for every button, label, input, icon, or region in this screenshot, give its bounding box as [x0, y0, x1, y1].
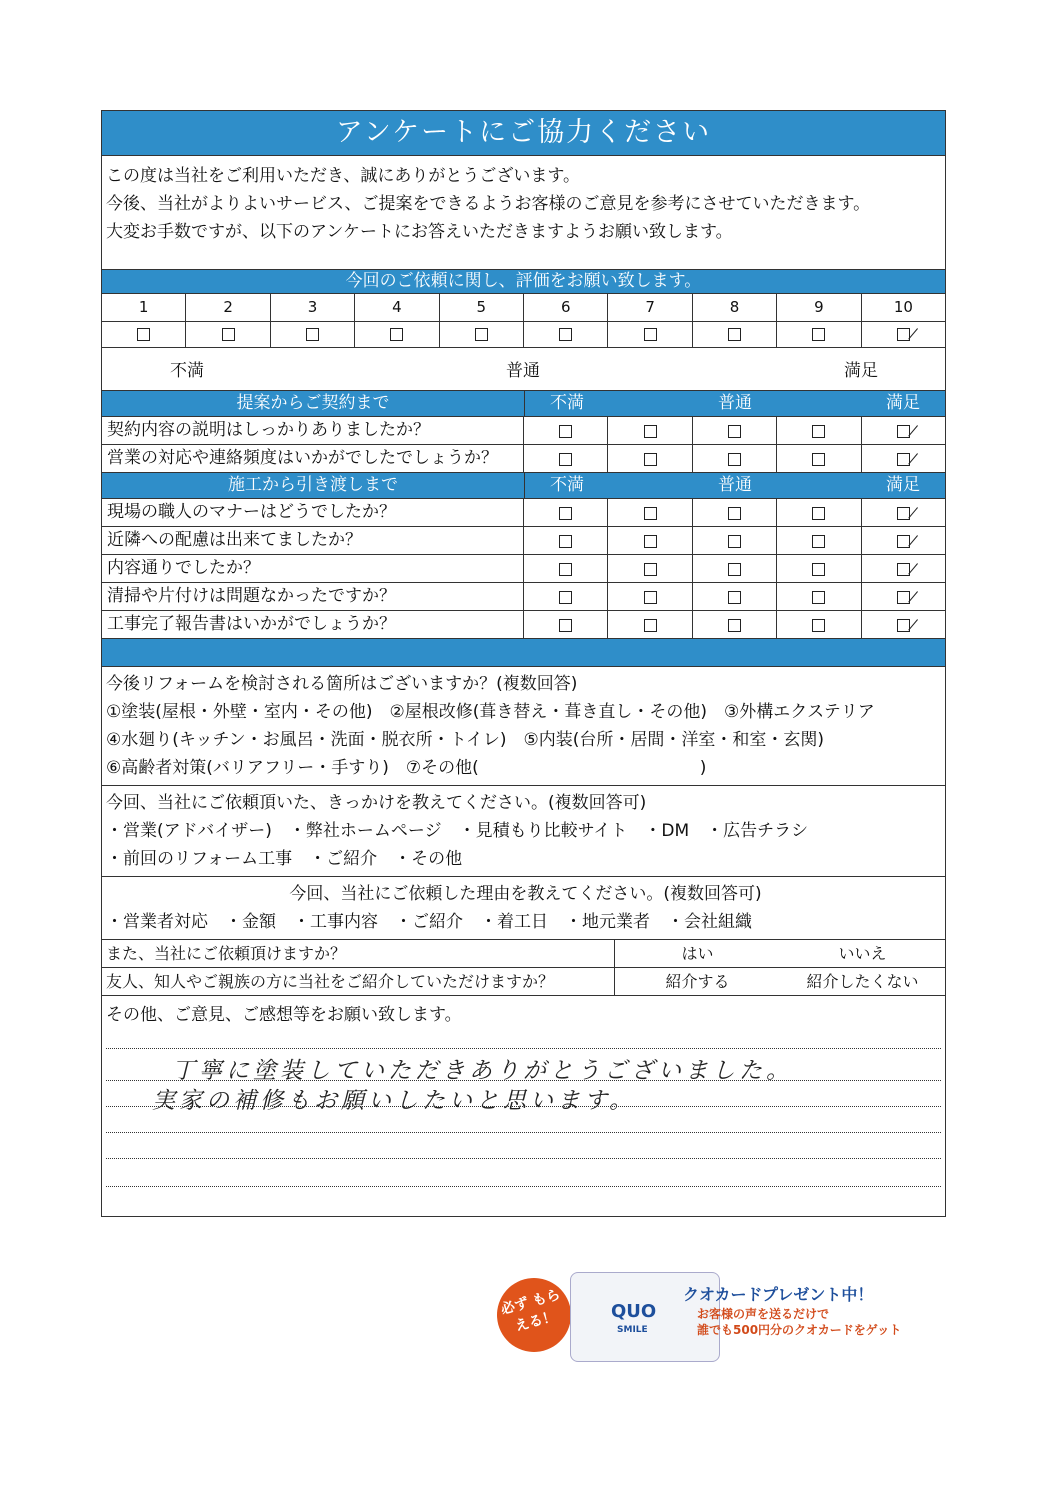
scale-low-label: 不満 [170, 361, 204, 381]
checkbox[interactable] [897, 453, 910, 466]
rating-number: 8 [693, 294, 777, 321]
answer-option[interactable] [777, 417, 861, 444]
answer-option[interactable] [693, 583, 777, 610]
checkbox[interactable] [812, 453, 825, 466]
section-scale [525, 473, 945, 498]
answer-option[interactable] [862, 555, 945, 582]
answer-option[interactable] [862, 611, 945, 638]
referral-no[interactable]: 紹介したくない [806, 972, 919, 991]
rating-option[interactable] [271, 322, 355, 347]
checkbox[interactable] [728, 507, 741, 520]
rating-number: 7 [608, 294, 692, 321]
checkbox[interactable] [390, 328, 403, 341]
scale-label: 普通 [718, 393, 752, 413]
answer-option[interactable] [608, 555, 692, 582]
checkbox[interactable] [812, 619, 825, 632]
rating-number: 4 [355, 294, 439, 321]
checkbox[interactable] [897, 507, 910, 520]
rating-number: 9 [777, 294, 861, 321]
section-header [102, 391, 945, 417]
checkbox[interactable] [137, 328, 150, 341]
checkbox[interactable] [812, 563, 825, 576]
comment-line [106, 1158, 941, 1159]
checkbox[interactable] [644, 619, 657, 632]
checkbox[interactable] [559, 425, 572, 438]
answer-option[interactable] [693, 527, 777, 554]
rating-header: 今回のご依頼に関し、評価をお願い致します。 [102, 270, 945, 294]
comments-area[interactable] [102, 996, 945, 1216]
promo-badge: 必ず もらえる！ [489, 1270, 580, 1361]
rating-number: 10 [893, 298, 913, 316]
answer-option[interactable] [777, 499, 861, 526]
trigger-question-block [102, 786, 945, 877]
rating-number: 6 [524, 294, 608, 321]
checkbox[interactable] [644, 328, 657, 341]
comment-line [106, 1186, 941, 1187]
answer-options [524, 583, 945, 610]
answer-option[interactable] [693, 445, 777, 472]
answer-option[interactable] [608, 445, 692, 472]
referral-question: 友人、知人やご親族の方に当社をご紹介していただけますか？ [102, 968, 615, 995]
scale-high-label: 満足 [844, 361, 878, 381]
rating-number: 1 [102, 294, 186, 321]
rating-option[interactable] [777, 322, 861, 347]
answer-options [524, 445, 945, 472]
trigger-options-2[interactable]: ・前回のリフォーム工事 ・ご紹介 ・その他 [106, 849, 463, 869]
reform-options-1[interactable]: ①塗装(屋根・外壁・室内・その他) ②屋根改修(葺き替え・葺き直し・その他) ③外構エクステリア [106, 702, 875, 722]
question-text: 営業の対応や連絡頻度はいかがでしたでしょうか？ [102, 445, 524, 472]
checkbox[interactable] [728, 535, 741, 548]
comment-line [106, 1132, 941, 1133]
question-text: 工事完了報告書はいかがでしょうか？ [102, 611, 524, 638]
intro-line: 大変お手数ですが、以下のアンケートにお答えいただきますようお願い致します。 [106, 222, 733, 242]
checkbox[interactable] [559, 328, 572, 341]
section-title: 提案からご契約まで [102, 391, 525, 416]
checkbox[interactable] [897, 619, 910, 632]
question-row [102, 583, 945, 611]
checkbox[interactable] [559, 507, 572, 520]
intro-line: この度は当社をご利用いただき、誠にありがとうございます。 [106, 166, 580, 186]
scale-label: 満足 [886, 475, 920, 495]
scale-label: 不満 [550, 393, 584, 413]
checkbox[interactable] [644, 591, 657, 604]
rating-option[interactable] [608, 322, 692, 347]
answer-option[interactable] [524, 527, 608, 554]
handwritten-comment-2: 実家の補修もお願いしたいと思います。 [152, 1088, 637, 1114]
question-row [102, 527, 945, 555]
promo-sub-line-1: お客様の声を送るだけで [697, 1307, 830, 1321]
checkbox[interactable] [812, 535, 825, 548]
checkbox[interactable] [559, 591, 572, 604]
checkbox[interactable] [644, 535, 657, 548]
promo-sub-line-2: 誰でも500円分のクオカードをゲット [697, 1323, 902, 1337]
checkbox[interactable] [222, 328, 235, 341]
rating-scale-labels [102, 348, 945, 391]
answer-option[interactable] [693, 555, 777, 582]
rating-option[interactable] [693, 322, 777, 347]
answer-options [524, 611, 945, 638]
question-row [102, 417, 945, 445]
order-again-row [102, 940, 945, 968]
checkbox[interactable] [475, 328, 488, 341]
checkbox[interactable] [306, 328, 319, 341]
checkbox[interactable] [559, 453, 572, 466]
scale-label [777, 391, 861, 416]
rating-option[interactable] [186, 322, 270, 347]
rating-option[interactable] [440, 322, 524, 347]
scale-label [609, 473, 693, 498]
reason-question-block [102, 877, 945, 940]
answer-option[interactable] [608, 499, 692, 526]
checkbox[interactable] [559, 535, 572, 548]
answer-option[interactable] [524, 417, 608, 444]
referral-yes[interactable]: 紹介する [665, 972, 730, 991]
checkbox[interactable] [559, 563, 572, 576]
reform-options-2[interactable]: ④水廻り(キッチン・お風呂・洗面・脱衣所・トイレ) ⑤内装(台所・居間・洋室・和室・玄関) [106, 730, 824, 750]
answer-option[interactable] [777, 527, 861, 554]
answer-options [524, 417, 945, 444]
checkbox[interactable] [644, 563, 657, 576]
checkbox[interactable] [812, 507, 825, 520]
rating-option[interactable] [102, 322, 186, 347]
rating-option[interactable] [355, 322, 439, 347]
rating-number: 5 [440, 294, 524, 321]
question-text: 清掃や片付けは問題なかったですか？ [102, 583, 524, 610]
survey-form [101, 110, 946, 1217]
answer-option[interactable] [524, 583, 608, 610]
answer-option[interactable] [777, 611, 861, 638]
scale-label: 満足 [886, 393, 920, 413]
question-row [102, 445, 945, 473]
answer-option[interactable] [862, 583, 945, 610]
checkbox[interactable] [812, 425, 825, 438]
answer-option[interactable] [608, 527, 692, 554]
divider-bar [102, 639, 945, 667]
checkbox[interactable] [728, 619, 741, 632]
question-text: 現場の職人のマナーはどうでしたか？ [102, 499, 524, 526]
answer-option[interactable] [777, 445, 861, 472]
question-text: 内容通りでしたか？ [102, 555, 524, 582]
question-text: 近隣への配慮は出来てましたか？ [102, 527, 524, 554]
answer-option[interactable] [693, 417, 777, 444]
answer-option[interactable] [693, 611, 777, 638]
quo-logo: QUO [611, 1301, 657, 1322]
question-text: 契約内容の説明はしっかりありましたか？ [102, 417, 524, 444]
referral-row [102, 968, 945, 996]
answer-option[interactable] [524, 445, 608, 472]
checkbox[interactable] [897, 535, 910, 548]
order-again-question: また、当社にご依頼頂けますか？ [102, 940, 615, 967]
section-scale [525, 391, 945, 416]
answer-option[interactable] [862, 417, 945, 444]
answer-option[interactable] [693, 499, 777, 526]
checkbox[interactable] [644, 425, 657, 438]
answer-option[interactable] [777, 583, 861, 610]
checkbox[interactable] [897, 591, 910, 604]
checkbox[interactable] [728, 328, 741, 341]
checkbox[interactable] [897, 425, 910, 438]
answer-option[interactable] [608, 417, 692, 444]
form-title: アンケートにご協力ください [102, 111, 945, 156]
trigger-options-1[interactable]: ・営業(アドバイザー) ・弊社ホームページ ・見積もり比較サイト ・DM ・広告チラシ [106, 821, 809, 841]
promo-subtext [697, 1306, 901, 1338]
scale-label [777, 473, 861, 498]
scale-mid-label: 普通 [506, 361, 540, 381]
question-row [102, 555, 945, 583]
comments-header: その他、ご意見、ご感想等をお願い致します。 [106, 1005, 462, 1025]
handwritten-comment-1: 丁寧に塗装していただきありがとうございました。 [172, 1058, 793, 1084]
checkbox[interactable] [728, 591, 741, 604]
scale-label: 普通 [718, 475, 752, 495]
answer-option[interactable] [862, 499, 945, 526]
section-proposal [102, 391, 945, 473]
rating-numbers [102, 294, 945, 322]
reform-options-3[interactable]: ⑥高齢者対策(バリアフリー・手すり) ⑦その他( ) [106, 758, 707, 778]
rating-checkboxes [102, 322, 945, 348]
reform-question-block [102, 667, 945, 786]
order-again-yes[interactable]: はい [681, 944, 714, 963]
rating-number: 3 [271, 294, 355, 321]
promo-headline: クオカードプレゼント中！ [683, 1285, 874, 1304]
checkbox[interactable] [644, 507, 657, 520]
intro-text [102, 156, 945, 270]
answer-options [524, 555, 945, 582]
rating-option[interactable] [862, 322, 945, 347]
rating-option[interactable] [524, 322, 608, 347]
checkbox[interactable] [728, 563, 741, 576]
answer-option[interactable] [608, 611, 692, 638]
reason-question: 今回、当社にご依頼した理由を教えてください。(複数回答可) [289, 884, 762, 904]
section-construction [102, 473, 945, 639]
comment-line [106, 1048, 941, 1049]
checkbox[interactable] [897, 563, 910, 576]
order-again-no[interactable]: いいえ [838, 944, 887, 963]
trigger-question: 今回、当社にご依頼頂いた、きっかけを教えてください。(複数回答可) [106, 793, 647, 813]
question-row [102, 611, 945, 639]
answer-option[interactable] [608, 583, 692, 610]
answer-option[interactable] [524, 611, 608, 638]
checkbox[interactable] [728, 425, 741, 438]
answer-option[interactable] [777, 555, 861, 582]
answer-options [524, 499, 945, 526]
intro-line: 今後、当社がよりよいサービス、ご提案をできるようお客様のご意見を参考にさせていただきます。 [106, 194, 871, 214]
answer-option[interactable] [524, 499, 608, 526]
rating-number: 2 [186, 294, 270, 321]
checkbox[interactable] [812, 328, 825, 341]
quo-smile-text: SMILE [617, 1325, 648, 1335]
checkbox[interactable] [812, 591, 825, 604]
reform-question: 今後リフォームを検討される箇所はございますか？(複数回答) [106, 674, 578, 694]
scale-label: 不満 [550, 475, 584, 495]
answer-options [524, 527, 945, 554]
reason-options[interactable]: ・営業者対応 ・金額 ・工事内容 ・ご紹介 ・着工日 ・地元業者 ・会社組織 [106, 912, 752, 932]
answer-option[interactable] [862, 445, 945, 472]
checkbox[interactable] [728, 453, 741, 466]
answer-option[interactable] [862, 527, 945, 554]
quo-card-promo [497, 1272, 947, 1372]
checkbox[interactable] [644, 453, 657, 466]
scale-label [609, 391, 693, 416]
question-row [102, 499, 945, 527]
section-header [102, 473, 945, 499]
checkbox[interactable] [897, 328, 910, 341]
answer-option[interactable] [524, 555, 608, 582]
checkbox[interactable] [559, 619, 572, 632]
section-title: 施工から引き渡しまで [102, 473, 525, 498]
